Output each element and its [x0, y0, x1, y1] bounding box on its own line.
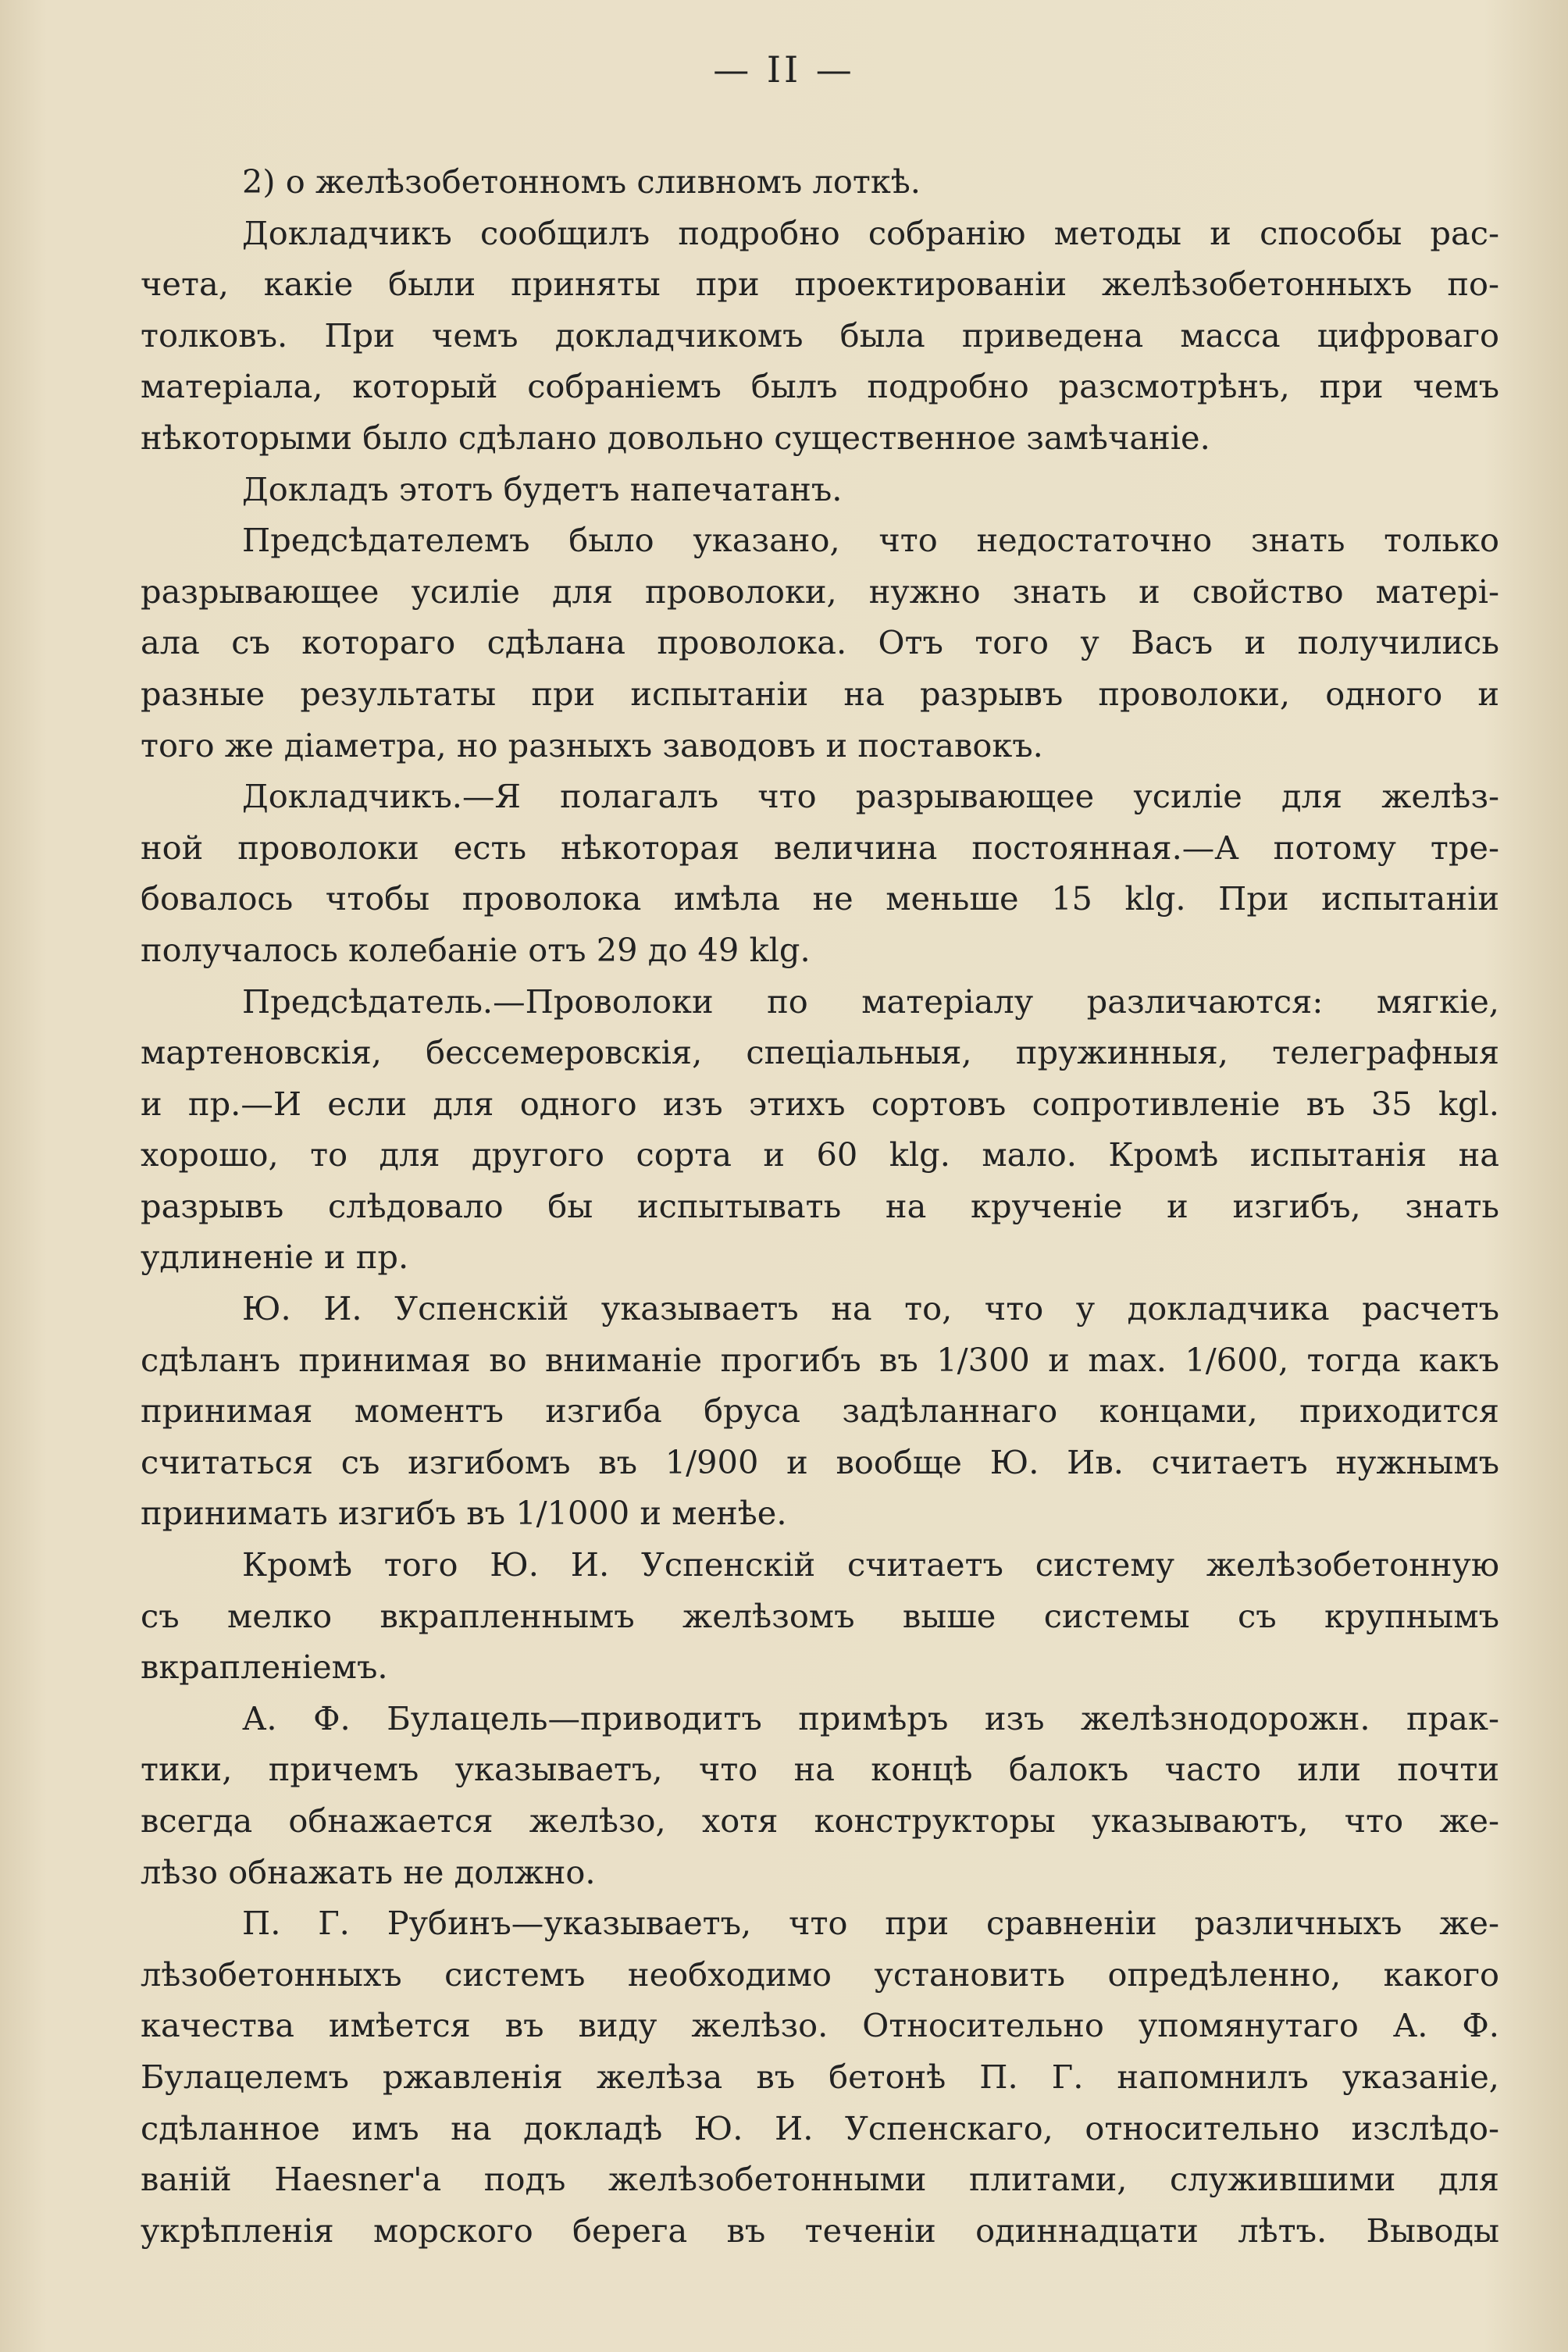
text-line: сдѣланъ принимая во вниманіе прогибъ въ 1/300 и max. 1/600, тогда какъ [141, 1340, 1499, 1379]
text-line: ала съ котораго сдѣлана проволока. Отъ того у Васъ и получились [141, 623, 1499, 662]
text-line: получалось колебаніе отъ 29 до 49 klg. [141, 930, 811, 969]
text-line: хорошо, то для другого сорта и 60 klg. мало. Кромѣ испытанія на [141, 1135, 1499, 1174]
text-line: ной проволоки есть нѣкоторая величина постоянная.—А потому тре- [141, 828, 1499, 867]
text-line: лѣзобетонныхъ системъ необходимо установить опредѣленно, какого [141, 1955, 1499, 1994]
text-line: съ мелко вкрапленнымъ желѣзомъ выше системы съ крупнымъ [141, 1596, 1499, 1635]
text-line: нѣкоторыми было сдѣлано довольно существенное замѣчаніе. [141, 418, 1210, 457]
text-line: чета, какіе были приняты при проектированіи желѣзобетонныхъ по- [141, 265, 1499, 304]
text-line: Предсѣдатель.—Проволоки по матеріалу различаются: мягкіе, [242, 982, 1499, 1021]
text-line: считаться съ изгибомъ въ 1/900 и вообще Ю. Ив. считаетъ нужнымъ [141, 1442, 1499, 1481]
text-line: укрѣпленія морского берега въ теченіи одиннадцати лѣтъ. Выводы [141, 2211, 1499, 2250]
text-line: Ю. И. Успенскій указываетъ на то, что у докладчика расчетъ [242, 1289, 1499, 1328]
text-line: всегда обнажается желѣзо, хотя конструкторы указываютъ, что же- [141, 1801, 1499, 1840]
text-line: толковъ. При чемъ докладчикомъ была приведена масса цифроваго [141, 315, 1499, 355]
text-line: принимать изгибъ въ 1/1000 и менѣе. [141, 1494, 787, 1533]
text-line: вкрапленіемъ. [141, 1648, 388, 1687]
text-line: удлиненіе и пр. [141, 1238, 409, 1277]
text-line: лѣзо обнажать не должно. [141, 1852, 596, 1891]
text-line: и пр.—И если для одного изъ этихъ сортовъ сопротивленіе въ 35 kgl. [141, 1084, 1499, 1123]
text-line: ваній Haesner'а подъ желѣзобетонными плитами, служившими для [141, 2160, 1499, 2199]
text-line: бовалось чтобы проволока имѣла не меньше 15 klg. При испытаніи [141, 879, 1499, 918]
text-line: Предсѣдателемъ было указано, что недостаточно знать только [242, 521, 1499, 560]
text-line: разрывъ слѣдовало бы испытывать на крученіе и изгибъ, знать [141, 1186, 1499, 1225]
text-line: П. Г. Рубинъ—указываетъ, что при сравненіи различныхъ же- [242, 1904, 1499, 1943]
body-text [141, 156, 1499, 2256]
text-line: Докладчикъ.—Я полагалъ что разрывающее усиліе для желѣз- [242, 777, 1499, 816]
text-line: 2) о желѣзобетонномъ сливномъ лоткѣ. [242, 162, 921, 201]
page-number: — II — [713, 48, 855, 91]
text-line: Кромѣ того Ю. И. Успенскій считаетъ систему желѣзобетонную [242, 1545, 1499, 1584]
text-line: матеріала, который собраніемъ былъ подробно разсмотрѣнъ, при чемъ [141, 367, 1499, 406]
text-line: тики, причемъ указываетъ, что на концѣ балокъ часто или почти [141, 1750, 1499, 1789]
text-line: разные результаты при испытаніи на разрывъ проволоки, одного и [141, 674, 1499, 713]
text-line: качества имѣется въ виду желѣзо. Относительно упомянутаго А. Ф. [141, 2006, 1499, 2045]
text-line: Докладчикъ сообщилъ подробно собранію методы и способы рас- [242, 213, 1499, 252]
text-line: того же діаметра, но разныхъ заводовъ и поставокъ. [141, 725, 1043, 764]
text-line: мартеновскія, бессемеровскія, спеціальныя, пружинныя, телеграфныя [141, 1033, 1499, 1072]
text-line: Булацелемъ ржавленія желѣза въ бетонѣ П. Г. напомнилъ указаніе, [141, 2057, 1499, 2096]
text-line: сдѣланное имъ на докладѣ Ю. И. Успенскаго, относительно изслѣдо- [141, 2108, 1499, 2147]
text-line: А. Ф. Булацель—приводитъ примѣръ изъ желѣзнодорожн. прак- [242, 1698, 1499, 1737]
text-line: разрывающее усиліе для проволоки, нужно знать и свойство матері- [141, 572, 1499, 611]
text-line: принимая моментъ изгиба бруса задѣланнаго концами, приходится [141, 1392, 1499, 1431]
text-line: Докладъ этотъ будетъ напечатанъ. [242, 469, 843, 508]
